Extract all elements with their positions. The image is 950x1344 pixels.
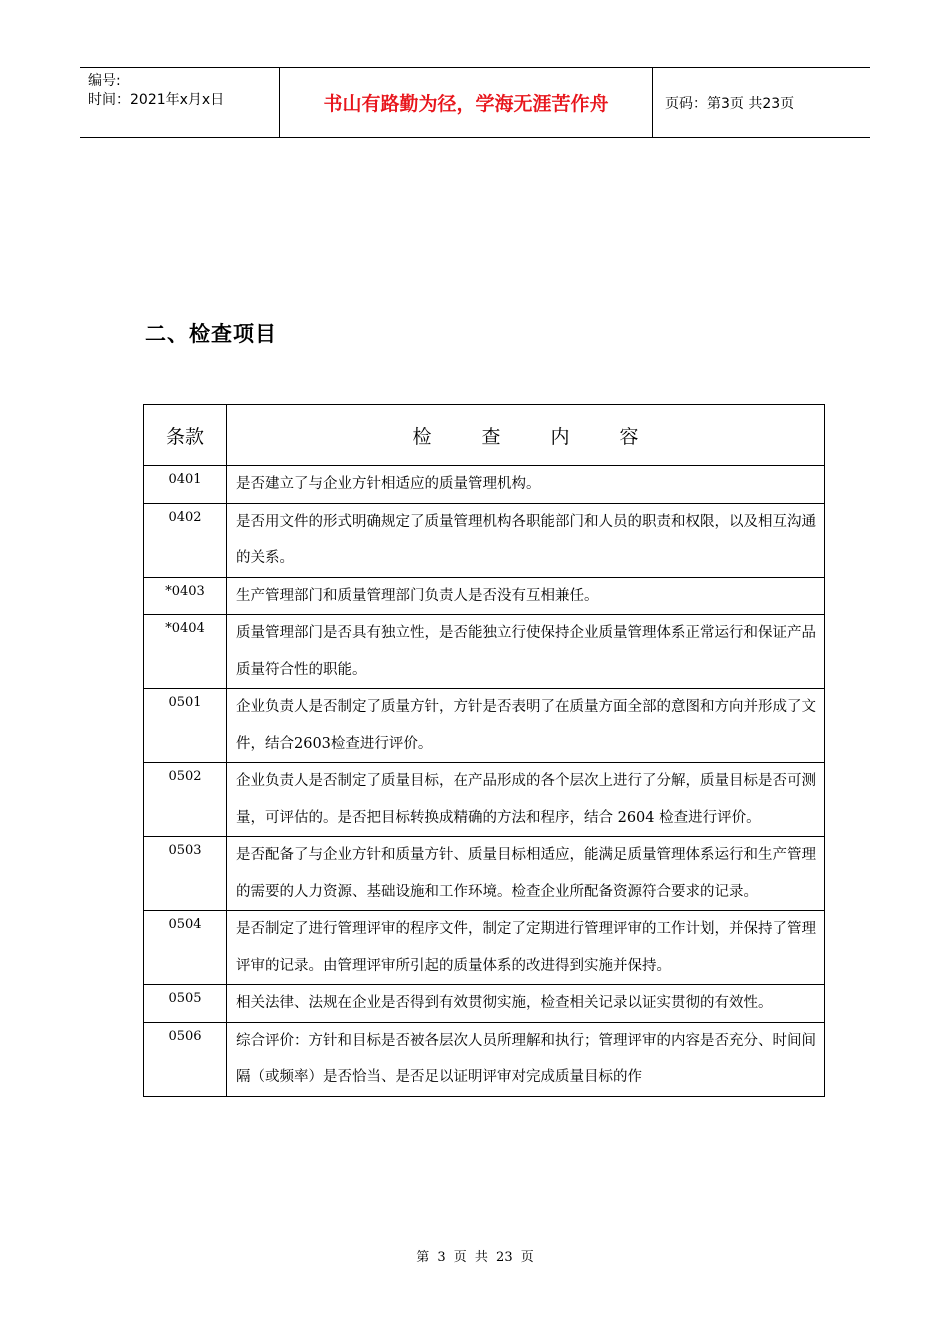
clause-code: 0401 (144, 466, 227, 504)
section-title: 二、检查项目 (145, 322, 277, 346)
clause-text: 是否用文件的形式明确规定了质量管理机构各职能部门和人员的职责和权限，以及相互沟通的关系。 (227, 503, 825, 577)
clause-code: 0505 (144, 985, 227, 1023)
header-page-info: 页码：第3页 共23页 (665, 95, 795, 112)
table-row (144, 1022, 825, 1096)
table-row (144, 689, 825, 763)
header-motto: 书山有路勤为径，学海无涯苦作舟 (280, 68, 653, 137)
table-row (144, 577, 825, 615)
document-date: 时间：2021年x月x日 (88, 92, 225, 108)
clause-code: *0403 (144, 577, 227, 615)
clause-text: 质量管理部门是否具有独立性，是否能独立行使保持企业质量管理体系正常运行和保证产品质量符合性的职能。 (227, 615, 825, 689)
clause-text: 生产管理部门和质量管理部门负责人是否没有互相兼任。 (227, 577, 825, 615)
clause-code: 0504 (144, 911, 227, 985)
clause-code: 0503 (144, 837, 227, 911)
clause-code: 0502 (144, 763, 227, 837)
page-header (80, 67, 870, 138)
table-row (144, 911, 825, 985)
clause-code: 0506 (144, 1022, 227, 1096)
table-row (144, 985, 825, 1023)
clause-text: 是否制定了进行管理评审的程序文件，制定了定期进行管理评审的工作计划，并保持了管理评审的记录。由管理评审所引起的质量体系的改进得到实施并保持。 (227, 911, 825, 985)
column-header-char: 内 (550, 425, 570, 448)
column-header-char: 检 (412, 425, 432, 448)
column-header-char: 查 (481, 425, 501, 448)
page-footer: 第 3 页 共 23 页 (416, 1250, 534, 1265)
clause-code: 0501 (144, 689, 227, 763)
header-meta (80, 68, 280, 137)
inspection-table (143, 404, 825, 1097)
table-row (144, 615, 825, 689)
table-row (144, 503, 825, 577)
table-row (144, 837, 825, 911)
clause-text: 综合评价：方针和目标是否被各层次人员所理解和执行；管理评审的内容是否充分、时间间隔（或频率）是否恰当、是否足以证明评审对完成质量目标的作 (227, 1022, 825, 1096)
clause-code: *0404 (144, 615, 227, 689)
clause-code: 0402 (144, 503, 227, 577)
clause-text: 是否建立了与企业方针相适应的质量管理机构。 (227, 466, 825, 504)
column-header-content (227, 405, 825, 466)
column-header-clause: 条款 (144, 405, 227, 466)
clause-text: 相关法律、法规在企业是否得到有效贯彻实施，检查相关记录以证实贯彻的有效性。 (227, 985, 825, 1023)
column-header-char: 容 (619, 425, 639, 448)
table-row (144, 466, 825, 504)
clause-text: 企业负责人是否制定了质量方针，方针是否表明了在质量方面全部的意图和方向并形成了文件，结合2603检查进行评价。 (227, 689, 825, 763)
clause-text: 是否配备了与企业方针和质量方针、质量目标相适应，能满足质量管理体系运行和生产管理的需要的人力资源、基础设施和工作环境。检查企业所配备资源符合要求的记录。 (227, 837, 825, 911)
table-header-row (144, 405, 825, 466)
clause-text: 企业负责人是否制定了质量目标，在产品形成的各个层次上进行了分解，质量目标是否可测量，可评估的。是否把目标转换成精确的方法和程序，结合 2604 检查进行评价。 (227, 763, 825, 837)
table-row (144, 763, 825, 837)
document-id-label: 编号: (88, 73, 121, 89)
